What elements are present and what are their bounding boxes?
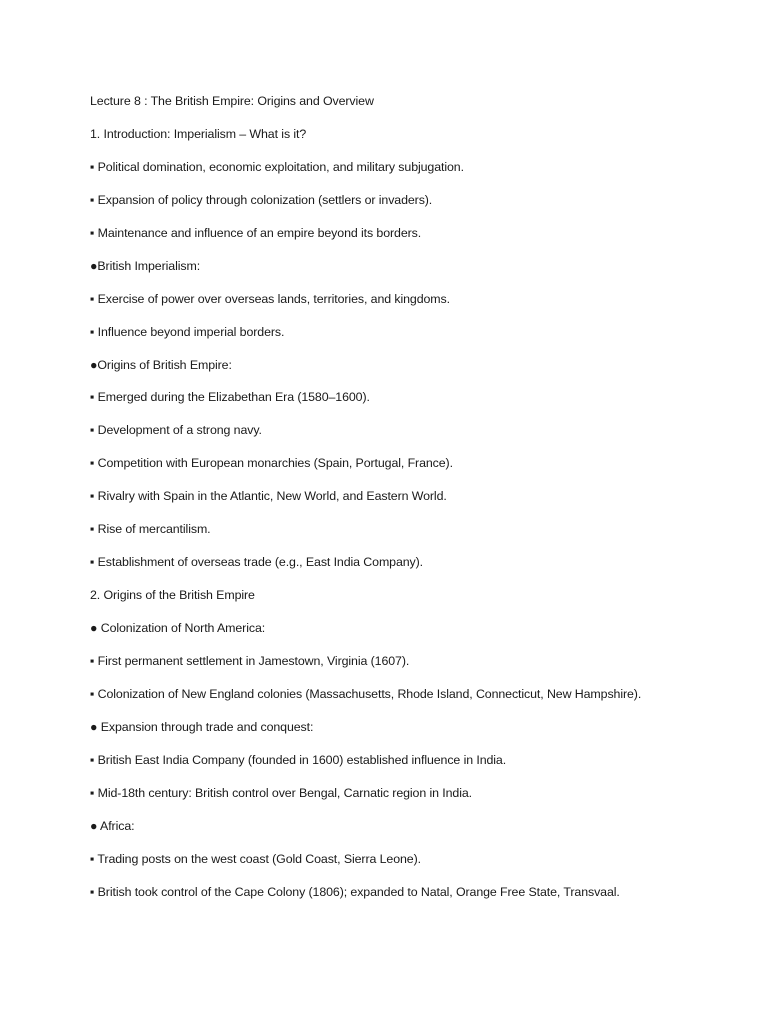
- bullet-item: ▪ Influence beyond imperial borders.: [90, 324, 285, 339]
- bullet-item: ▪ British took control of the Cape Colony (1806); expanded to Natal, Orange Free State, Transvaal.: [90, 884, 620, 899]
- subheading: ● Africa:: [90, 818, 135, 833]
- bullet-item: ▪ Mid-18th century: British control over Bengal, Carnatic region in India.: [90, 785, 472, 800]
- bullet-item: ▪ Expansion of policy through colonization (settlers or invaders).: [90, 192, 433, 207]
- bullet-item: ▪ Establishment of overseas trade (e.g., East India Company).: [90, 555, 424, 570]
- section-heading: 2. Origins of the British Empire: [90, 588, 255, 603]
- bullet-item: ▪ First permanent settlement in Jamestown, Virginia (1607).: [90, 653, 410, 668]
- section-heading: 1. Introduction: Imperialism – What is it?: [90, 126, 307, 141]
- bullet-item: ▪ British East India Company (founded in 1600) established influence in India.: [90, 752, 507, 767]
- bullet-item: ▪ Political domination, economic exploitation, and military subjugation.: [90, 159, 464, 174]
- document-page: [90, 93, 750, 916]
- document-title: Lecture 8 : The British Empire: Origins and Overview: [90, 94, 374, 108]
- bullet-item: ▪ Emerged during the Elizabethan Era (1580–1600).: [90, 390, 370, 405]
- bullet-item: ▪ Maintenance and influence of an empire beyond its borders.: [90, 225, 422, 240]
- bullet-item: ▪ Competition with European monarchies (Spain, Portugal, France).: [90, 456, 453, 471]
- subheading: ●Origins of British Empire:: [90, 357, 232, 372]
- subheading: ●British Imperialism:: [90, 258, 201, 273]
- subheading: ● Expansion through trade and conquest:: [90, 719, 314, 734]
- bullet-item: ▪ Exercise of power over overseas lands, territories, and kingdoms.: [90, 291, 450, 306]
- bullet-item: ▪ Trading posts on the west coast (Gold Coast, Sierra Leone).: [90, 851, 421, 866]
- bullet-item: ▪ Rise of mercantilism.: [90, 522, 211, 537]
- bullet-item: ▪ Rivalry with Spain in the Atlantic, New World, and Eastern World.: [90, 489, 447, 504]
- bullet-item: ▪ Development of a strong navy.: [90, 423, 262, 438]
- bullet-item: ▪ Colonization of New England colonies (Massachusetts, Rhode Island, Connecticut, New Hampshire).: [90, 686, 642, 701]
- subheading: ● Colonization of North America:: [90, 621, 266, 635]
